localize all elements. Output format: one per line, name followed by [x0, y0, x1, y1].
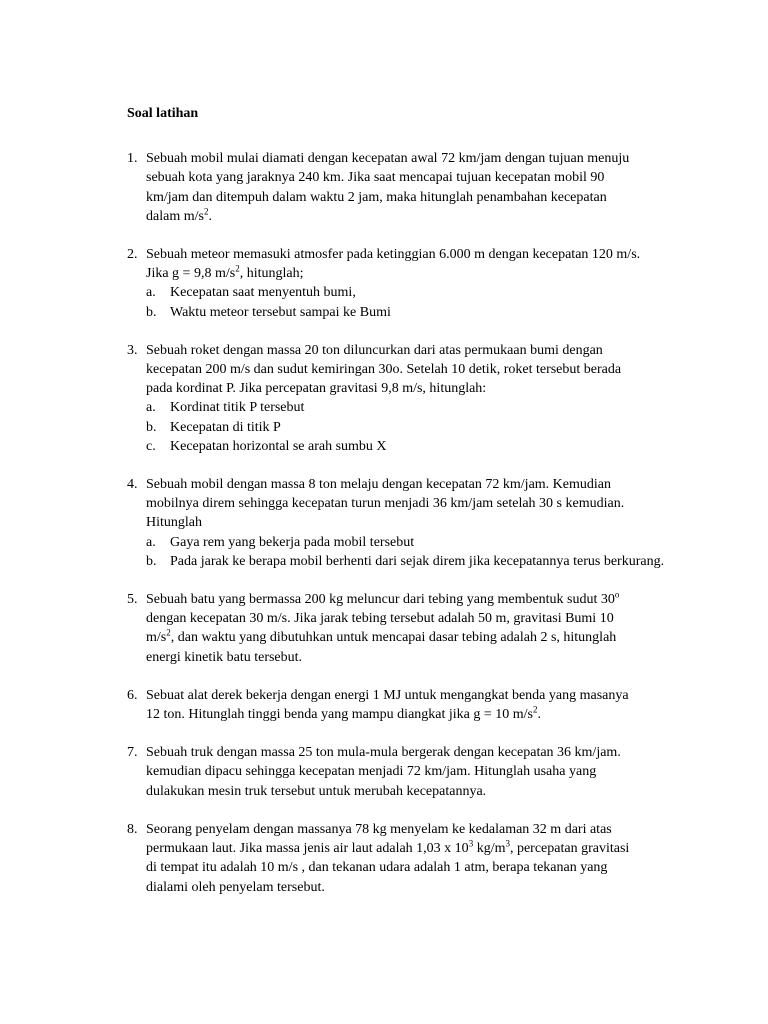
- sub-question-item: [146, 533, 708, 552]
- question-line: [146, 360, 708, 379]
- question-number: 6.: [127, 687, 138, 703]
- question-number: 7.: [127, 745, 138, 761]
- question-line: [146, 188, 708, 207]
- question-line: [146, 149, 708, 168]
- question-line: [146, 609, 708, 628]
- question-number: 4.: [127, 477, 138, 493]
- line-text: permukaan laut. Jika massa jenis air laut adalah 1,03 x 10: [146, 841, 469, 857]
- line-text: km/jam dan ditempuh dalam waktu 2 jam, maka hitunglah penambahan kecepatan: [146, 189, 607, 205]
- sub-question-text: Kecepatan horizontal se arah sumbu X: [170, 438, 387, 454]
- sub-question-label: a.: [146, 534, 156, 550]
- superscript: 2: [203, 206, 209, 217]
- question-line: [146, 820, 708, 839]
- sub-question-text: Kecepatan saat menyentuh bumi,: [170, 285, 356, 301]
- question-item: [127, 686, 708, 724]
- sub-question-text: Kecepatan di titik P: [170, 419, 281, 435]
- question-text: [146, 686, 708, 724]
- sub-question-label: b.: [146, 304, 157, 320]
- line-text: dengan kecepatan 30 m/s. Jika jarak tebing tersebut adalah 50 m, gravitasi Bumi 10: [146, 611, 614, 627]
- sub-question-list: [146, 398, 708, 456]
- question-list: [127, 149, 708, 897]
- sub-question-item: [146, 552, 708, 571]
- question-item: [127, 149, 708, 226]
- superscript: 3: [468, 838, 474, 849]
- line-text: energi kinetik batu tersebut.: [146, 649, 303, 665]
- sub-question-label: c.: [146, 438, 156, 454]
- sub-question-text: Waktu meteor tersebut sampai ke Bumi: [170, 304, 391, 320]
- question-number: 1.: [127, 151, 138, 167]
- question-line: [146, 513, 708, 532]
- question-line: [146, 878, 708, 897]
- question-text: [146, 245, 708, 322]
- line-text-after: , hitunglah;: [239, 266, 304, 282]
- question-line: [146, 494, 708, 513]
- superscript: 2: [235, 263, 240, 274]
- question-line: [146, 762, 708, 781]
- question-line: [146, 590, 708, 609]
- question-number: 8.: [127, 821, 138, 837]
- line-text: Sebuah meteor memasuki atmosfer pada ketinggian 6.000 m dengan kecepatan 120 m/s.: [146, 247, 641, 263]
- line-text: Sebuah truk dengan massa 25 ton mula-mula bergerak dengan kecepatan 36 km/jam.: [146, 745, 621, 761]
- sub-question-text: Gaya rem yang bekerja pada mobil tersebut: [170, 534, 415, 550]
- question-line: [146, 245, 708, 264]
- superscript: 2: [533, 704, 538, 715]
- line-text-after: kg/m: [473, 841, 506, 857]
- sub-question-item: [146, 398, 708, 417]
- question-line: [146, 168, 708, 187]
- line-text: mobilnya direm sehingga kecepatan turun menjadi 36 km/jam setelah 30 s kemudian.: [146, 496, 625, 512]
- line-text: Jika g = 9,8 m/s: [146, 266, 236, 282]
- line-text: Sebuah mobil mulai diamati dengan kecepatan awal 72 km/jam dengan tujuan menuju: [146, 151, 630, 167]
- sub-question-text: Kordinat titik P tersebut: [170, 400, 305, 416]
- sub-question-item: [146, 303, 708, 322]
- line-text: dulakukan mesin truk tersebut untuk merubah kecepatannya.: [146, 783, 487, 799]
- question-line: [146, 648, 708, 667]
- question-text: [146, 341, 708, 456]
- sub-question-label: b.: [146, 419, 157, 435]
- question-item: [127, 820, 708, 897]
- question-line: [146, 705, 708, 724]
- question-line: [146, 341, 708, 360]
- line-text-after: .: [537, 707, 542, 723]
- line-text: Seorang penyelam dengan massanya 78 kg menyelam ke kedalaman 32 m dari atas: [146, 821, 612, 837]
- line-text: Sebuat alat derek bekerja dengan energi 1 MJ untuk mengangkat benda yang masanya: [146, 687, 629, 703]
- line-text: m/s: [146, 630, 167, 646]
- question-item: [127, 743, 708, 801]
- question-text: [146, 149, 708, 226]
- line-text: kemudian dipacu sehingga kecepatan menjadi 72 km/jam. Hitunglah usaha yang: [146, 764, 597, 780]
- question-number: 2.: [127, 247, 138, 263]
- line-text: 12 ton. Hitunglah tinggi benda yang mampu diangkat jika g = 10 m/s: [146, 707, 534, 723]
- line-text-after: .: [208, 208, 212, 224]
- sub-question-label: b.: [146, 553, 157, 569]
- line-text: pada kordinat P. Jika percepatan gravitasi 9,8 m/s, hitunglah:: [146, 381, 487, 397]
- question-item: [127, 341, 708, 456]
- question-text: [146, 475, 708, 571]
- question-line: [146, 207, 708, 226]
- superscript: 3: [505, 838, 510, 849]
- question-item: [127, 245, 708, 322]
- question-line: [146, 782, 708, 801]
- question-text: [146, 590, 708, 667]
- question-line: [146, 686, 708, 705]
- line-text: dialami oleh penyelam tersebut.: [146, 879, 325, 895]
- line-text: sebuah kota yang jaraknya 240 km. Jika saat mencapai tujuan kecepatan mobil 90: [146, 170, 605, 186]
- page-title: Soal latihan: [127, 106, 199, 121]
- question-line: [146, 858, 708, 877]
- question-line: [146, 379, 708, 398]
- question-number: 3.: [127, 342, 138, 358]
- sub-question-label: a.: [146, 400, 156, 416]
- question-line: [146, 743, 708, 762]
- line-text: Sebuah mobil dengan massa 8 ton melaju dengan kecepatan 72 km/jam. Kemudian: [146, 477, 611, 493]
- question-line: [146, 264, 708, 283]
- question-line: [146, 839, 708, 858]
- superscript: 2: [166, 627, 171, 638]
- line-text: kecepatan 200 m/s dan sudut kemiringan 30o. Setelah 10 detik, roket tersebut berada: [146, 362, 622, 378]
- line-text-after: , percepatan gravitasi: [509, 841, 630, 857]
- question-item: [127, 475, 708, 571]
- sub-question-label: a.: [146, 285, 156, 301]
- sub-question-list: [146, 283, 708, 321]
- sub-question-text: Pada jarak ke berapa mobil berhenti dari sejak direm jika kecepatannya terus berkurang.: [170, 553, 665, 569]
- sub-question-list: [146, 533, 708, 571]
- sub-question-item: [146, 437, 708, 456]
- line-text: Sebuah batu yang bermassa 200 kg meluncur dari tebing yang membentuk sudut 30: [146, 592, 615, 608]
- question-line: [146, 475, 708, 494]
- question-text: [146, 820, 708, 897]
- line-text: dalam m/s: [146, 208, 204, 224]
- sub-question-item: [146, 283, 708, 302]
- line-text: di tempat itu adalah 10 m/s , dan tekanan udara adalah 1 atm, berapa tekanan yang: [146, 860, 608, 876]
- question-line: [146, 628, 708, 647]
- line-text: Hitunglah: [146, 515, 202, 531]
- sub-question-item: [146, 418, 708, 437]
- line-text-after: , dan waktu yang dibutuhkan untuk mencapai dasar tebing adalah 2 s, hitunglah: [170, 630, 617, 646]
- superscript: o: [614, 589, 620, 600]
- question-text: [146, 743, 708, 801]
- line-text: Sebuah roket dengan massa 20 ton diluncurkan dari atas permukaan bumi dengan: [146, 342, 603, 358]
- question-number: 5.: [127, 592, 138, 608]
- question-item: [127, 590, 708, 667]
